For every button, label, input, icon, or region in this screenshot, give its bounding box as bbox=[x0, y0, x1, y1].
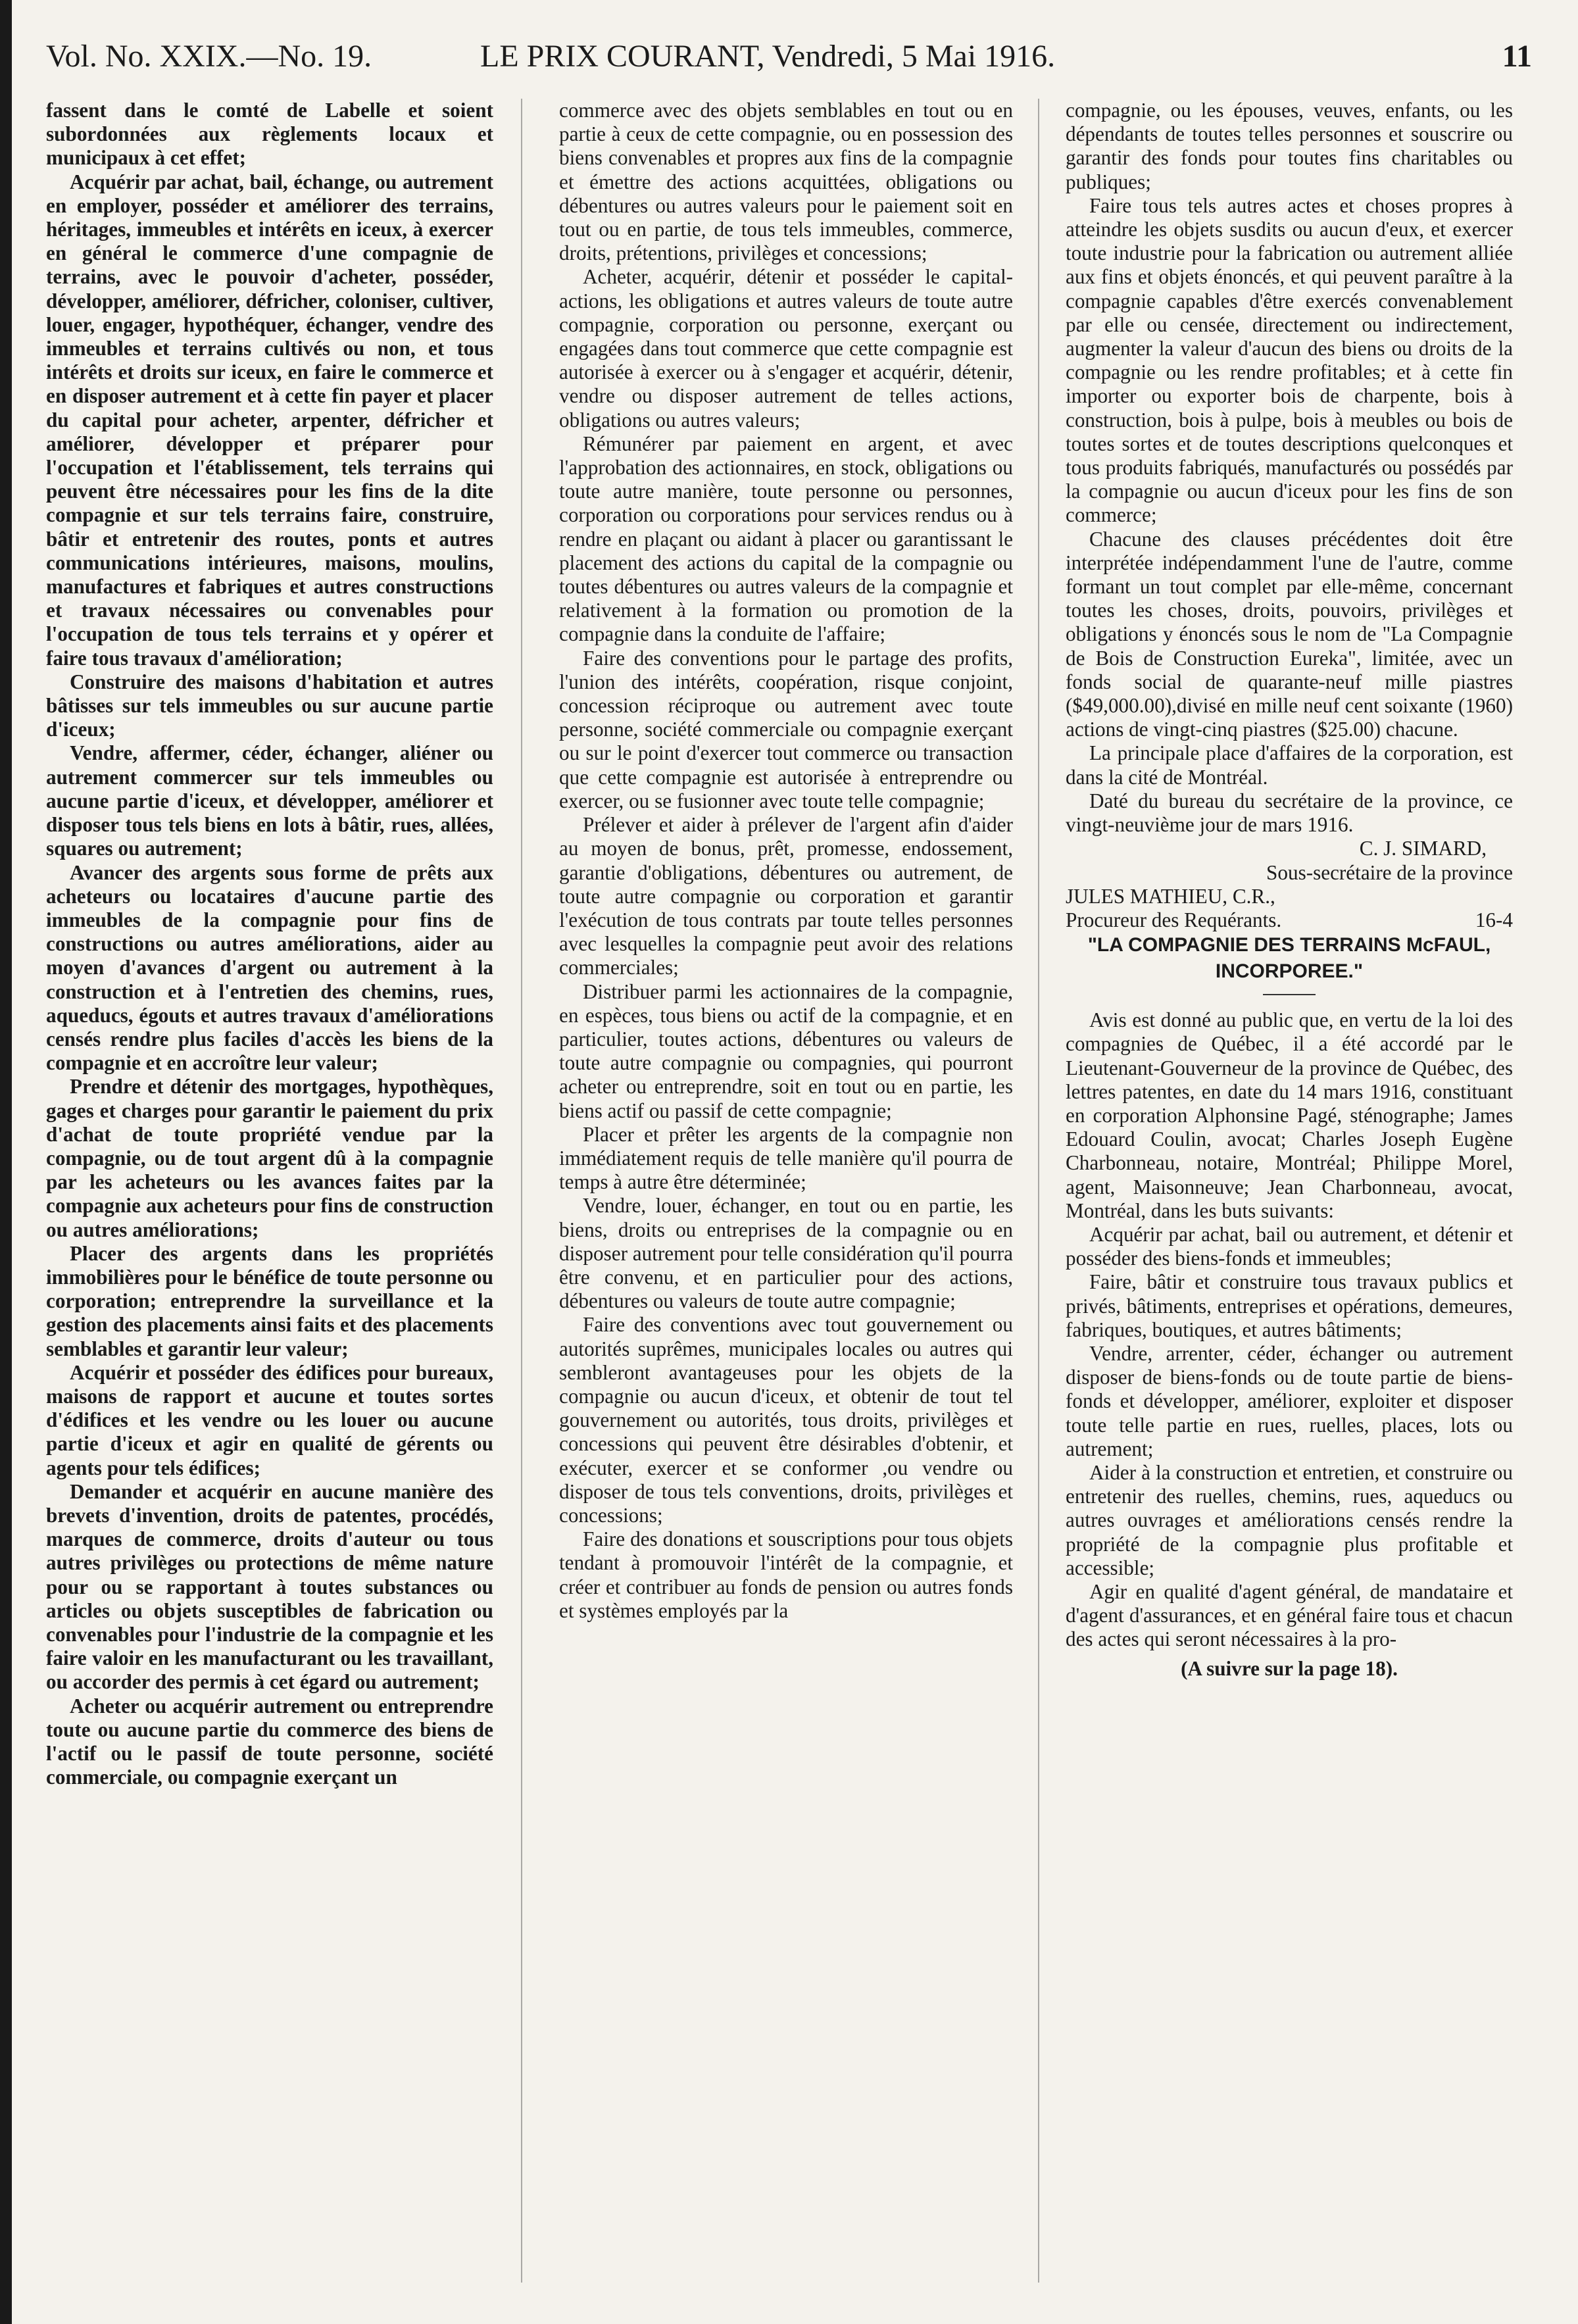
paragraph: Demander et acquérir en aucune manière des brevets d'invention, droits de patentes, procédés, marques de commerce, droits d'auteur ou tous autres privilèges ou protections de même nature pour ou se rapportant à toutes substances ou articles ou objets susceptibles de fabrication ou convenables pour l'industrie de la compagnie et les faire valoir en les manufacturant ou les travaillant, ou accorder des permis à cet égard ou autrement; bbox=[46, 1479, 493, 1694]
paragraph: compagnie, ou les épouses, veuves, enfants, ou les dépendants de toutes telles personnes et souscrire ou garantir des fonds pour toutes fins charitables ou publiques; bbox=[1066, 99, 1513, 193]
column-1 bbox=[46, 99, 493, 1789]
paragraph: fassent dans le comté de Labelle et soient subordonnées aux règlements locaux et municipaux à cet effet; bbox=[46, 99, 493, 170]
paragraph: Placer des argents dans les propriétés immobilières pour le bénéfice de toute personne ou corporation; entreprendre la surveillance et la gestion des placements ainsi faits et des placements semblables et garantir leur valeur; bbox=[46, 1241, 493, 1360]
paragraph: Acquérir et posséder des édifices pour bureaux, maisons de rapport et aucune et toutes sortes d'édifices et les vendre ou les louer ou aucune partie d'iceux et agir en qualité de gérents ou agents pour tels édifices; bbox=[46, 1360, 493, 1479]
page-header bbox=[46, 26, 1539, 86]
volume-number: Vol. No. XXIX.—No. 19. bbox=[46, 39, 372, 74]
paragraph: Faire des conventions avec tout gouvernement ou autorités suprêmes, municipales locales ou autres qui sembleront avantageuses pour les objets de la compagnie ou aucun d'iceux, et obtenir de tout tel gouvernement ou autorités, tous droits, privilèges et concessions qui peuvent être désirables d'obtenir, et exécuter, exercer et se conformer ,ou vendre ou disposer de tous tels conventions, droits, privilèges et concessions; bbox=[559, 1313, 1013, 1527]
page-binding-edge bbox=[0, 0, 12, 2324]
page-number: 11 bbox=[1502, 39, 1532, 74]
paragraph: Placer et prêter les argents de la compagnie non immédiatement requis de telle manière qu'il pourra de temps à autre être déterminée; bbox=[559, 1122, 1013, 1194]
notice-title: "LA COMPAGNIE DES TERRAINS McFAUL, INCORPOREE." bbox=[1087, 934, 1491, 983]
notice-paragraph: Agir en qualité d'agent général, de mandataire et d'agent d'assurances, et en général faire tous et chacun des actes qui seront nécessaires à la pro- bbox=[1066, 1579, 1513, 1651]
attorney-title: Procureur des Requérants. bbox=[1066, 908, 1282, 931]
paragraph: Acheter ou acquérir autrement ou entreprendre toute ou aucune partie du commerce des biens de l'actif ou le passif de toute personne, société commerciale, ou compagnie exerçant un bbox=[46, 1694, 493, 1789]
paragraph: Faire des conventions pour le partage des profits, l'union des intérêts, coopération, risque conjoint, concession réciproque ou autrement avec toute personne, société commerciale ou compagnie exerçant ou sur le point d'exercer tout commerce ou transaction que cette compagnie est autorisée à entreprendre ou exercer, ou se fusionner avec toute telle compagnie; bbox=[559, 646, 1013, 812]
paragraph: Construire des maisons d'habitation et autres bâtisses sur tels immeubles ou sur aucune partie d'iceux; bbox=[46, 670, 493, 741]
column-divider bbox=[521, 99, 522, 2283]
column-divider bbox=[1038, 99, 1039, 2283]
paragraph: Vendre, louer, échanger, en tout ou en partie, les biens, droits ou entreprises de la compagnie ou en disposer autrement pour telle considération qu'il pourra être convenu, et en particulier pour des actions, débentures ou valeurs de toute autre compagnie; bbox=[559, 1194, 1013, 1313]
paragraph: Rémunérer par paiement en argent, et avec l'approbation des actionnaires, en stock, obligations ou toute autre manière, toute personne ou personnes, corporation ou corporations pour services rendus ou à rendre en plaçant ou aidant à placer ou garantissant le placement des actions du capital de la compagnie ou toutes débentures ou autres valeurs de la compagnie et relativement à la formation ou promotion de la compagnie dans la conduite de l'affaire; bbox=[559, 432, 1013, 646]
paragraph: Prendre et détenir des mortgages, hypothèques, gages et charges pour garantir le paiement du prix d'achat de toute propriété vendue par la compagnie, ou de tout argent dû à la compagnie par les acheteurs ou les avances faites par la compagnie aux acheteurs pour fins de construction ou autres améliorations; bbox=[46, 1075, 493, 1241]
publication-title-date: LE PRIX COURANT, Vendredi, 5 Mai 1916. bbox=[480, 39, 1056, 74]
title-rule bbox=[1263, 994, 1316, 995]
notice-reference: 16-4 bbox=[1475, 908, 1513, 931]
paragraph: Vendre, affermer, céder, échanger, aliéner ou autrement commercer sur tels immeubles ou aucune partie d'iceux, et développer, améliorer et disposer tous tels biens en lots à bâtir, rues, allées, squares ou autrement; bbox=[46, 741, 493, 860]
paragraph: Faire tous tels autres actes et choses propres à atteindre les objets susdits ou aucun d'eux, et exercer toute industrie pour la fabrication ou autrement alliée aux fins et objets énoncés, et qui peuvent paraître à la compagnie capables d'être exercés convenablement par elle ou censée, directement ou indirectement, augmenter la valeur d'aucun des biens ou droits de la compagnie ou les rendre profitables; et à cette fin importer ou exporter bois de charpente, bois à construction, bois à pulpe, bois à meubles ou bois de toutes sortes et de toutes descriptions quelconques et tous produits fabriqués, manufacturés ou possédés par la compagnie ou aucun d'iceux pour les fins de son commerce; bbox=[1066, 193, 1513, 527]
notice-paragraph: Aider à la construction et entretien, et construire ou entretenir des ruelles, chemins, rues, aqueducs ou autres ouvrages et améliorations censés rendre la propriété de la compagnie plus profitable et accessible; bbox=[1066, 1460, 1513, 1579]
paragraph: Prélever et aider à prélever de l'argent afin d'aider au moyen de bonus, prêt, promesse, endossement, garantie d'obligations, débentures ou autrement, de toute autre compagnie ou corporation et garantir l'exécution de tous contrats par toute telles personnes avec lesquelles la compagnie peut avoir des relations commerciales; bbox=[559, 813, 1013, 979]
paragraph: Acquérir par achat, bail, échange, ou autrement en employer, posséder et améliorer des terrains, héritages, immeubles et intérêts en iceux, à exercer en général le commerce d'une compagnie de terrains, avec le pouvoir d'acheter, posséder, développer, améliorer, défricher, coloniser, cultiver, louer, engager, hypothéquer, échanger, vendre des immeubles et terrains cultivés ou non, et tous intérêts et droits sur iceux, en faire le commerce et en disposer autrement et à cette fin payer et placer du capital pour acheter, arpenter, défricher et améliorer, développer et préparer pour l'occupation et l'établissement, tels terrains qui peuvent être nécessaires pour les fins de la dite compagnie et sur tels terrains faire, construire, bâtir et entretenir des routes, ponts et autres communications intérieures, maisons, moulins, manufactures et fabriques et autres constructions et travaux nécessaires ou convenables pour l'occupation de tous tels terrains et y opérer et faire tous travaux d'amélioration; bbox=[46, 170, 493, 670]
notice-paragraph: Faire, bâtir et construire tous travaux publics et privés, bâtiments, entreprises et opérations, demeures, fabriques, boutiques, et autres bâtiments; bbox=[1066, 1270, 1513, 1341]
notice-paragraph: Acquérir par achat, bail ou autrement, et détenir et posséder des biens-fonds et immeubles; bbox=[1066, 1222, 1513, 1270]
paragraph: Daté du bureau du secrétaire de la province, ce vingt-neuvième jour de mars 1916. bbox=[1066, 789, 1513, 837]
paragraph: Acheter, acquérir, détenir et posséder le capital-actions, les obligations et autres valeurs de toute autre compagnie, corporation ou personne, exerçant ou engagées dans tout commerce que cette compagnie est autorisée à exercer ou à s'engager et acquérir, détenir, vendre ou disposer autrement de telles actions, obligations ou autres valeurs; bbox=[559, 265, 1013, 432]
signature-title: Sous-secrétaire de la province bbox=[1266, 860, 1513, 884]
paragraph: Distribuer parmi les actionnaires de la compagnie, en espèces, tous biens ou actif de la compagnie, et en particulier, toutes actions, débentures ou valeurs de toute autre compagnie ou compagnies, qui pourront acheter ou entreprendre, soit en tout ou en partie, les biens actif ou passif de cette compagnie; bbox=[559, 979, 1013, 1122]
continuation-note: (A suivre sur la page 18). bbox=[1181, 1656, 1398, 1680]
column-3 bbox=[1066, 99, 1513, 1681]
paragraph: Avancer des argents sous forme de prêts aux acheteurs ou locataires d'aucune partie des immeubles de la compagnie pour fins de constructions ou autres améliorations, aider au moyen d'avances d'argent ou autrement à la construction et à l'entretien des chemins, rues, aqueducs, égouts et autres travaux d'améliorations censés rendre plus faciles d'accès les biens de la compagnie et en accroître leur valeur; bbox=[46, 860, 493, 1075]
paragraph: Faire des donations et souscriptions pour tous objets tendant à promouvoir l'intérêt de la compagnie, et créer et contribuer au fonds de pension ou autres fonds et systèmes employés par la bbox=[559, 1527, 1013, 1622]
paragraph: commerce avec des objets semblables en tout ou en partie à ceux de cette compagnie, ou en possession des biens convenables et propres aux fins de la compagnie et émettre des actions acquittées, obligations ou débentures ou autres valeurs pour le paiement soit en tout ou en partie, de tous tels immeubles, commerce, droits, prétentions, privilèges et concessions; bbox=[559, 99, 1013, 265]
paragraph: Chacune des clauses précédentes doit être interprétée indépendamment l'une de l'autre, comme formant un tout complet par elle-même, concernant toutes les choses, droits, pouvoirs, privilèges et obligations y énoncés sous le nom de "La Compagnie de Bois de Construction Eureka", limitée, avec un fonds social de quarante-neuf mille piastres ($49,000.00),divisé en mille neuf cent soixante (1960) actions de vingt-cinq piastres ($25.00) chacune. bbox=[1066, 527, 1513, 741]
notice-paragraph: Vendre, arrenter, céder, échanger ou autrement disposer de biens-fonds ou de toute partie de biens-fonds et développer, améliorer, exploiter et disposer toute telle partie en rues, ruelles, places, lots ou autrement; bbox=[1066, 1341, 1513, 1460]
paragraph: La principale place d'affaires de la corporation, est dans la cité de Montréal. bbox=[1066, 741, 1513, 789]
column-2 bbox=[559, 99, 1013, 1623]
attorney-line bbox=[1066, 908, 1513, 932]
attorney-name: JULES MATHIEU, C.R., bbox=[1066, 884, 1275, 908]
signature-name: C. J. SIMARD, bbox=[1359, 837, 1487, 860]
notice-paragraph: Avis est donné au public que, en vertu de la loi des compagnies de Québec, il a été accordé par le Lieutenant-Gouverneur de la province de Québec, des lettres patentes, en date du 14 mars 1916, constituant en corporation Alphonsine Pagé, sténographe; James Edouard Coulin, avocat; Charles Joseph Eugène Charbonneau, notaire, Montréal; Philippe Morel, agent, Maisonneuve; Jean Charbonneau, avocat, Montréal, dans les buts suivants: bbox=[1066, 1008, 1513, 1222]
